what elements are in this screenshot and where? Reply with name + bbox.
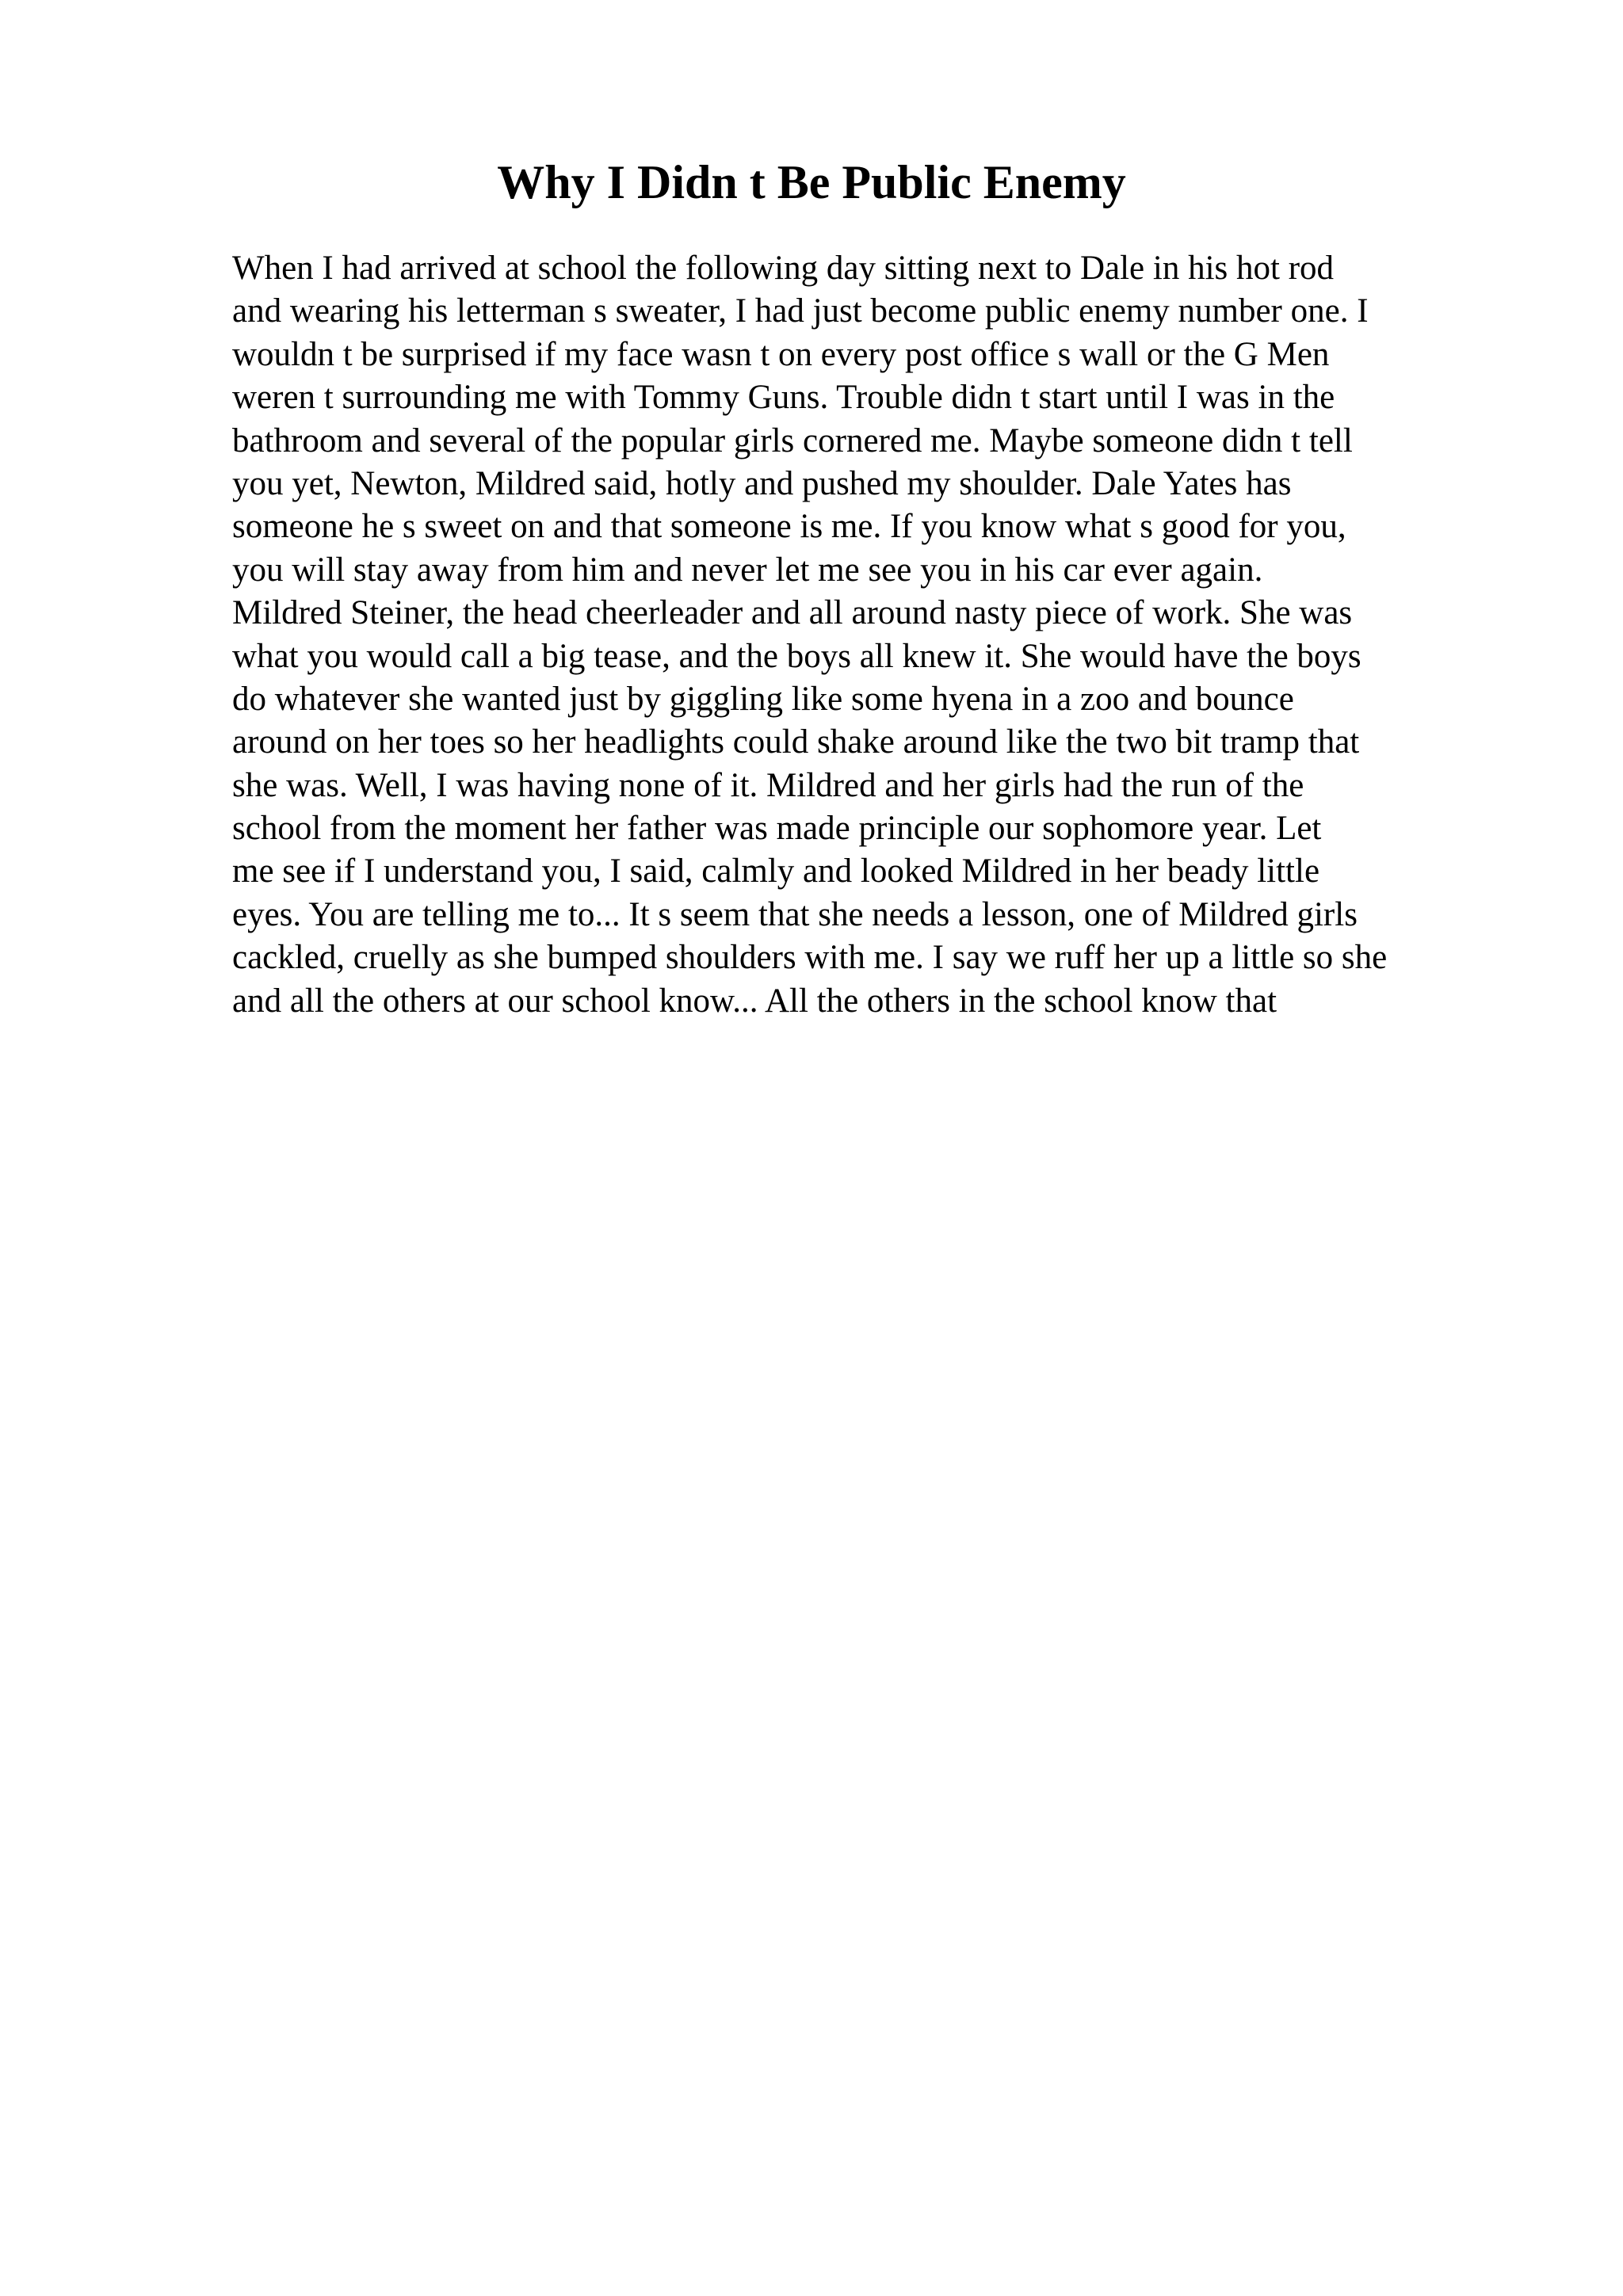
body-line: someone he s sweet on and that someone is me. If you know what s good for you,	[232, 508, 1346, 546]
document-title: Why I Didn t Be Public Enemy	[497, 156, 1126, 208]
body-line: cackled, cruelly as she bumped shoulders with me. I say we ruff her up a little so she	[232, 939, 1388, 977]
body-line: Mildred Steiner, the head cheerleader and all around nasty piece of work. She was	[232, 594, 1353, 632]
body-line: around on her toes so her headlights could shake around like the two bit tramp that	[232, 723, 1360, 761]
body-line: do whatever she wanted just by giggling like some hyena in a zoo and bounce	[232, 680, 1294, 718]
document-body	[232, 247, 1516, 1023]
body-line: When I had arrived at school the following day sitting next to Dale in his hot rod	[232, 250, 1335, 287]
body-line: she was. Well, I was having none of it. Mildred and her girls had the run of the	[232, 766, 1304, 804]
body-line: and all the others at our school know... All the others in the school know that	[232, 982, 1277, 1020]
body-line: and wearing his letterman s sweater, I had just become public enemy number one. I	[232, 292, 1369, 330]
body-line: bathroom and several of the popular girls cornered me. Maybe someone didn t tell	[232, 421, 1353, 460]
body-line: you yet, Newton, Mildred said, hotly and pushed my shoulder. Dale Yates has	[232, 464, 1292, 502]
body-line: eyes. You are telling me to... It s seem that she needs a lesson, one of Mildred girls	[232, 895, 1358, 933]
body-line: school from the moment her father was made principle our sophomore year. Let	[232, 810, 1322, 848]
body-line: me see if I understand you, I said, calmly and looked Mildred in her beady little	[232, 852, 1320, 891]
body-line: you will stay away from him and never let me see you in his car ever again.	[232, 551, 1263, 589]
body-line: what you would call a big tease, and the boys all knew it. She would have the boys	[232, 637, 1361, 675]
body-line: wouldn t be surprised if my face wasn t on every post office s wall or the G Men	[232, 335, 1330, 373]
body-line: weren t surrounding me with Tommy Guns. Trouble didn t start until I was in the	[232, 379, 1335, 417]
